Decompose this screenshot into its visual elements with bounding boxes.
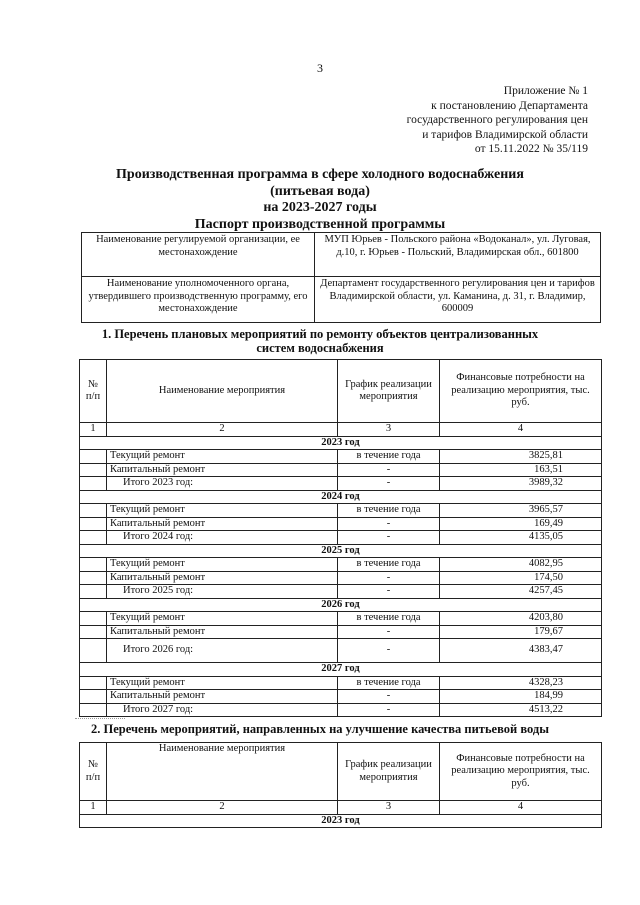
appendix-line: к постановлению Департамента — [431, 99, 588, 112]
year-row — [80, 814, 602, 828]
section-line: систем водоснабжения — [256, 341, 384, 355]
finance-value-cell: 4135,05 — [440, 531, 602, 545]
finance-value-cell: 4257,45 — [440, 585, 602, 599]
year-label: 2023 год — [80, 436, 602, 450]
row-number-cell — [80, 612, 107, 626]
table-row — [80, 676, 602, 690]
year-label: 2027 год — [80, 663, 602, 677]
activity-name-cell: Капитальный ремонт — [107, 690, 338, 704]
table-row — [80, 477, 602, 491]
repairs-table — [79, 359, 602, 717]
table-row — [80, 504, 602, 518]
activity-name-cell: Итого 2025 год: — [107, 585, 338, 599]
column-number-row — [80, 423, 602, 437]
row-number-cell — [80, 450, 107, 464]
passport-label: Наименование уполномоченного органа, утвердившего производственную программу, его местонахождение — [82, 277, 315, 323]
section-2-title — [0, 722, 640, 736]
activity-name-cell: Итого 2026 год: — [107, 639, 338, 663]
finance-value-cell: 3825,81 — [440, 450, 602, 464]
schedule-cell: - — [338, 463, 440, 477]
activity-name-cell: Текущий ремонт — [107, 612, 338, 626]
title-line: (питьевая вода) — [270, 183, 370, 199]
table-header-row — [80, 743, 602, 801]
col-num: 4 — [440, 801, 602, 815]
finance-value-cell: 4513,22 — [440, 703, 602, 717]
finance-value-cell: 169,49 — [440, 517, 602, 531]
schedule-cell: - — [338, 571, 440, 585]
activity-name-cell: Текущий ремонт — [107, 450, 338, 464]
col-header-schedule: График реализации мероприятия — [338, 360, 440, 423]
table-row — [80, 585, 602, 599]
column-number-row — [80, 801, 602, 815]
year-row — [80, 436, 602, 450]
finance-value-cell: 4383,47 — [440, 639, 602, 663]
appendix-line: Приложение № 1 — [503, 85, 588, 97]
schedule-cell: в течение года — [338, 450, 440, 464]
finance-value-cell: 3989,32 — [440, 477, 602, 491]
row-number-cell — [80, 517, 107, 531]
table-row — [80, 531, 602, 545]
table-row — [82, 277, 601, 323]
row-number-cell — [80, 531, 107, 545]
col-num: 3 — [338, 423, 440, 437]
table-row — [80, 690, 602, 704]
appendix-note — [360, 84, 588, 157]
table-row — [80, 463, 602, 477]
schedule-cell: - — [338, 517, 440, 531]
row-number-cell — [80, 477, 107, 491]
row-number-cell — [80, 676, 107, 690]
col-header-schedule: График реализации мероприятия — [338, 743, 440, 801]
activity-name-cell: Капитальный ремонт — [107, 625, 338, 639]
year-label: 2024 год — [80, 490, 602, 504]
schedule-cell: - — [338, 639, 440, 663]
finance-value-cell: 4328,23 — [440, 676, 602, 690]
title-line: Производственная программа в сфере холодного водоснабжения — [116, 167, 524, 182]
row-number-cell — [80, 571, 107, 585]
col-header-finance: Финансовые потребности на реализацию мероприятия, тыс. руб. — [440, 743, 602, 801]
schedule-cell: в течение года — [338, 612, 440, 626]
col-header-num: № п/п — [80, 743, 107, 801]
row-number-cell — [80, 703, 107, 717]
col-num: 2 — [107, 801, 338, 815]
schedule-cell: в течение года — [338, 558, 440, 572]
year-label: 2023 год — [80, 814, 602, 828]
passport-table — [81, 232, 601, 323]
table-row — [80, 450, 602, 464]
row-number-cell — [80, 558, 107, 572]
schedule-cell: - — [338, 625, 440, 639]
col-header-finance: Финансовые потребности на реализацию мероприятия, тыс. руб. — [440, 360, 602, 423]
schedule-cell: - — [338, 703, 440, 717]
year-row — [80, 544, 602, 558]
year-row — [80, 490, 602, 504]
quality-table — [79, 742, 602, 828]
title-line: на 2023-2027 годы — [263, 200, 377, 215]
year-label: 2025 год — [80, 544, 602, 558]
col-header-name: Наименование мероприятия — [107, 360, 338, 423]
divider — [75, 718, 125, 719]
row-number-cell — [80, 585, 107, 599]
section-line: 1. Перечень плановых мероприятий по ремонту объектов централизованных — [101, 327, 539, 341]
section-1-title — [0, 327, 640, 355]
table-row — [80, 625, 602, 639]
activity-name-cell: Текущий ремонт — [107, 676, 338, 690]
finance-value-cell: 163,51 — [440, 463, 602, 477]
finance-value-cell: 4082,95 — [440, 558, 602, 572]
year-row — [80, 598, 602, 612]
table-header-row — [80, 360, 602, 423]
activity-name-cell: Капитальный ремонт — [107, 571, 338, 585]
schedule-cell: в течение года — [338, 676, 440, 690]
schedule-cell: в течение года — [338, 504, 440, 518]
col-header-num: № п/п — [80, 360, 107, 423]
col-num: 1 — [80, 423, 107, 437]
activity-name-cell: Текущий ремонт — [107, 558, 338, 572]
passport-label: Наименование регулируемой организации, ее местонахождение — [82, 233, 315, 277]
appendix-line: государственного регулирования цен — [406, 114, 588, 126]
passport-value: МУП Юрьев - Польского района «Водоканал», ул. Луговая, д.10, г. Юрьев - Польский, Владимирская обл., 601800 — [315, 233, 601, 277]
activity-name-cell: Капитальный ремонт — [107, 517, 338, 531]
appendix-line: и тарифов Владимирской области — [422, 128, 588, 141]
row-number-cell — [80, 625, 107, 639]
passport-value: Департамент государственного регулирования цен и тарифов Владимирской области, ул. Каманина, д. 31, г. Владимир, 600009 — [315, 277, 601, 323]
table-row — [82, 233, 601, 277]
finance-value-cell: 4203,80 — [440, 612, 602, 626]
table-row — [80, 558, 602, 572]
schedule-cell: - — [338, 585, 440, 599]
year-label: 2026 год — [80, 598, 602, 612]
activity-name-cell: Капитальный ремонт — [107, 463, 338, 477]
schedule-cell: - — [338, 531, 440, 545]
appendix-line: от 15.11.2022 № 35/119 — [474, 143, 588, 155]
section-line: 2. Перечень мероприятий, направленных на улучшение качества питьевой воды — [91, 722, 549, 736]
title-line: Паспорт производственной программы — [194, 216, 446, 232]
finance-value-cell: 179,67 — [440, 625, 602, 639]
schedule-cell: - — [338, 690, 440, 704]
table-row — [80, 517, 602, 531]
col-header-name: Наименование мероприятия — [107, 743, 338, 801]
col-num: 2 — [107, 423, 338, 437]
col-num: 4 — [440, 423, 602, 437]
document-title — [0, 167, 640, 233]
finance-value-cell: 174,50 — [440, 571, 602, 585]
activity-name-cell: Итого 2024 год: — [107, 531, 338, 545]
finance-value-cell: 3965,57 — [440, 504, 602, 518]
table-row — [80, 571, 602, 585]
year-row — [80, 663, 602, 677]
row-number-cell — [80, 463, 107, 477]
activity-name-cell: Итого 2023 год: — [107, 477, 338, 491]
finance-value-cell: 184,99 — [440, 690, 602, 704]
activity-name-cell: Текущий ремонт — [107, 504, 338, 518]
page-number: 3 — [317, 61, 323, 75]
schedule-cell: - — [338, 477, 440, 491]
table-row — [80, 703, 602, 717]
table-row — [80, 639, 602, 663]
row-number-cell — [80, 504, 107, 518]
col-num: 1 — [80, 801, 107, 815]
row-number-cell — [80, 690, 107, 704]
activity-name-cell: Итого 2027 год: — [107, 703, 338, 717]
row-number-cell — [80, 639, 107, 663]
table-row — [80, 612, 602, 626]
col-num: 3 — [338, 801, 440, 815]
